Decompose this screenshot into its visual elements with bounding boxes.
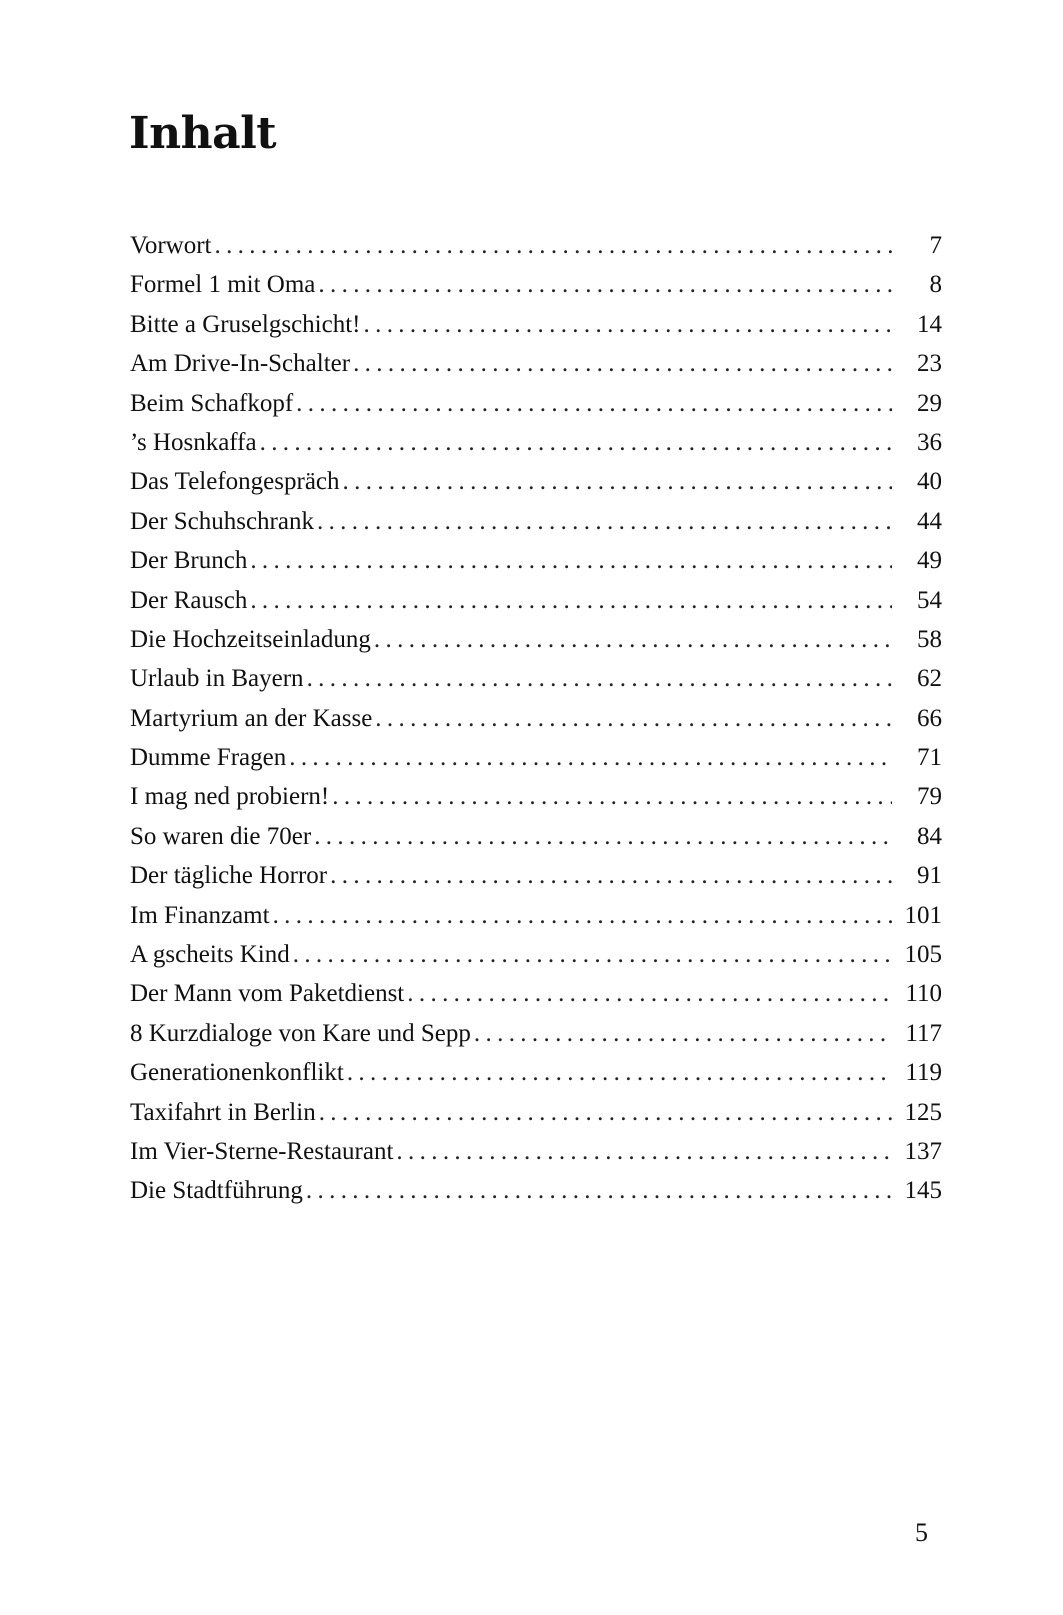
toc-entry-title: Formel 1 mit Oma bbox=[130, 271, 316, 299]
toc-entry-title: Im Vier-Sterne-Restaurant bbox=[130, 1137, 394, 1165]
dot-leader bbox=[296, 384, 892, 423]
toc-entry[interactable] bbox=[130, 423, 942, 462]
dot-leader bbox=[330, 856, 892, 895]
toc-entry[interactable] bbox=[130, 777, 942, 816]
toc-entry-title: ’s Hosnkaffa bbox=[130, 428, 257, 456]
toc-entry-page: 66 bbox=[917, 704, 942, 732]
dot-leader bbox=[375, 699, 892, 738]
dot-leader bbox=[347, 1053, 892, 1092]
toc-entry-page: 49 bbox=[917, 547, 942, 575]
toc-entry-page: 145 bbox=[904, 1177, 942, 1205]
toc-entry-title: Der tägliche Horror bbox=[130, 862, 328, 890]
toc-entry-title: 8 Kurzdialoge von Kare und Sepp bbox=[130, 1019, 471, 1047]
dot-leader bbox=[407, 974, 892, 1013]
toc-entry[interactable] bbox=[130, 817, 942, 856]
toc-entry-page: 58 bbox=[917, 625, 942, 653]
toc-entry[interactable] bbox=[130, 384, 942, 423]
toc-entry[interactable] bbox=[130, 1171, 942, 1210]
toc-entry-page: 71 bbox=[917, 744, 942, 772]
toc-entry[interactable] bbox=[130, 896, 942, 935]
toc-entry[interactable] bbox=[130, 502, 942, 541]
dot-leader bbox=[250, 541, 892, 580]
dot-leader bbox=[314, 817, 892, 856]
toc-entry-title: Generationenkonflikt bbox=[130, 1059, 344, 1087]
toc-entry-page: 105 bbox=[904, 941, 942, 969]
dot-leader bbox=[293, 935, 892, 974]
toc-entry-page: 119 bbox=[905, 1059, 942, 1087]
toc-entry[interactable] bbox=[130, 738, 942, 777]
toc-entry-page: 125 bbox=[904, 1098, 942, 1126]
toc-entry-page: 79 bbox=[917, 783, 942, 811]
toc-entry[interactable] bbox=[130, 659, 942, 698]
toc-entry-title: Die Hochzeitseinladung bbox=[130, 625, 371, 653]
dot-leader bbox=[306, 1171, 892, 1210]
toc-entry[interactable] bbox=[130, 462, 942, 501]
toc-entry-title: Im Finanzamt bbox=[130, 901, 270, 929]
toc-entry-page: 44 bbox=[917, 507, 942, 535]
dot-leader bbox=[307, 659, 892, 698]
toc-entry[interactable] bbox=[130, 581, 942, 620]
toc-entry-title: Am Drive-In-Schalter bbox=[130, 350, 351, 378]
dot-leader bbox=[364, 305, 893, 344]
toc-entry-page: 23 bbox=[917, 350, 942, 378]
dot-leader bbox=[250, 581, 892, 620]
dot-leader bbox=[374, 620, 892, 659]
toc-entry-page: 137 bbox=[904, 1137, 942, 1165]
page-number: 5 bbox=[915, 1518, 928, 1547]
toc-entry-page: 40 bbox=[917, 468, 942, 496]
toc-entry[interactable] bbox=[130, 305, 942, 344]
toc-entry-page: 29 bbox=[917, 389, 942, 417]
toc-entry[interactable] bbox=[130, 699, 942, 738]
toc-entry-title: Die Stadtführung bbox=[130, 1177, 303, 1205]
toc-entry-page: 91 bbox=[917, 862, 942, 890]
toc-entry[interactable] bbox=[130, 541, 942, 580]
toc-entry-title: Der Rausch bbox=[130, 586, 248, 614]
toc-entry[interactable] bbox=[130, 935, 942, 974]
toc-entry-page: 62 bbox=[917, 665, 942, 693]
toc-entry-title: Das Telefongespräch bbox=[130, 468, 340, 496]
toc-entry-title: Beim Schafkopf bbox=[130, 389, 294, 417]
toc-entry-page: 7 bbox=[929, 232, 942, 259]
dot-leader bbox=[319, 1093, 892, 1132]
dot-leader bbox=[332, 777, 892, 816]
dot-leader bbox=[353, 344, 892, 383]
toc-entry[interactable] bbox=[130, 226, 942, 265]
toc-entry-title: I mag ned probiern! bbox=[130, 783, 330, 811]
toc-entry-title: Der Schuhschrank bbox=[130, 507, 314, 535]
toc-entry-page: 110 bbox=[905, 980, 942, 1008]
toc-entry[interactable] bbox=[130, 1053, 942, 1092]
toc-entry-page: 117 bbox=[905, 1019, 942, 1047]
toc-entry-title: Urlaub in Bayern bbox=[130, 665, 304, 693]
toc-entry[interactable] bbox=[130, 620, 942, 659]
toc-entry-title: So waren die 70er bbox=[130, 822, 312, 850]
toc-entry-title: Dumme Fragen bbox=[130, 744, 287, 772]
toc-entry-page: 8 bbox=[929, 271, 942, 299]
toc-entry[interactable] bbox=[130, 344, 942, 383]
page-title: Inhalt bbox=[129, 108, 277, 159]
toc-entry-page: 36 bbox=[917, 428, 942, 456]
toc-entry[interactable] bbox=[130, 974, 942, 1013]
toc-entry-title: Martyrium an der Kasse bbox=[130, 704, 373, 732]
dot-leader bbox=[260, 423, 892, 462]
toc-entry[interactable] bbox=[130, 1014, 942, 1053]
toc-entry-title: A gscheits Kind bbox=[130, 941, 290, 969]
toc-entry[interactable] bbox=[130, 1093, 942, 1132]
toc-entry-page: 101 bbox=[904, 901, 942, 929]
toc-entry-page: 54 bbox=[917, 586, 942, 614]
dot-leader bbox=[396, 1132, 892, 1171]
toc-entry-page: 14 bbox=[917, 310, 942, 338]
dot-leader bbox=[474, 1014, 892, 1053]
dot-leader bbox=[273, 896, 892, 935]
dot-leader bbox=[289, 738, 892, 777]
toc-entry-title: Bitte a Gruselgschicht! bbox=[130, 310, 361, 338]
table-of-contents bbox=[130, 226, 942, 1211]
toc-entry-title: Der Mann vom Paketdienst bbox=[130, 980, 405, 1008]
dot-leader bbox=[317, 502, 892, 541]
toc-entry-page: 84 bbox=[917, 822, 942, 850]
toc-entry[interactable] bbox=[130, 856, 942, 895]
dot-leader bbox=[214, 226, 892, 265]
toc-entry-title: Der Brunch bbox=[130, 547, 248, 575]
toc-entry[interactable] bbox=[130, 265, 942, 304]
dot-leader bbox=[318, 265, 892, 304]
toc-entry-title: Vorwort bbox=[130, 232, 212, 259]
toc-entry[interactable] bbox=[130, 1132, 942, 1171]
toc-entry-title: Taxifahrt in Berlin bbox=[130, 1098, 316, 1126]
dot-leader bbox=[343, 462, 892, 501]
